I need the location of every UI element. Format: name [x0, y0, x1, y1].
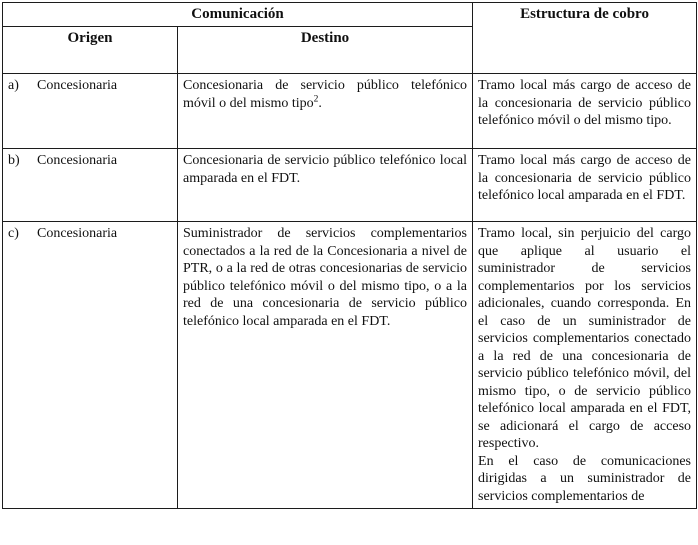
- estructura-paragraph-c1: Tramo local, sin perjuicio del cargo que aplique al usuario el suministrador de servicios complementarios por los servicios adicionales, cuando corresponda. En el caso de un suministrador de servicios complementarios conectado a la red de una concesionaria de servicio público telefónico móvil, del mismo tipo, o de servicio público telefónico local amparada en el FDT, se adicionará el cargo de acceso respectivo.: [478, 226, 692, 451]
- destino-cell-b: [178, 149, 473, 222]
- estructura-paragraph-b: Tramo local más cargo de acceso de la concesionaria de servicio público telefónico local amparada en el FDT.: [478, 153, 692, 203]
- destino-text-a: Concesionaria de servicio público telefónico móvil o del mismo tipo: [183, 78, 468, 111]
- origen-cell-b: [3, 149, 178, 222]
- destino-cell-c: [178, 222, 473, 509]
- estructura-paragraph-c2: En el caso de comunicaciones dirigidas a un suministrador de servicios complementarios de: [478, 453, 692, 504]
- table-body: [3, 74, 697, 509]
- estructura-cell-c: [473, 222, 697, 509]
- row-letter-c: c): [8, 226, 19, 241]
- origen-text-a: Concesionaria: [37, 78, 118, 93]
- destino-text-a-end: .: [318, 95, 322, 111]
- estructura-cell-a: [473, 74, 697, 149]
- row-letter-b: b): [8, 153, 20, 168]
- destino-paragraph-a: [183, 77, 467, 112]
- origen-text-c: Concesionaria: [37, 226, 118, 241]
- estructura-cell-b: [473, 149, 697, 222]
- header-comunicacion: Comunicación: [3, 3, 473, 27]
- table-row-c: [3, 222, 697, 509]
- origen-text-b: Concesionaria: [37, 153, 118, 168]
- header-destino: Destino: [178, 27, 473, 74]
- origen-cell-a: [3, 74, 178, 149]
- header-row-top: [3, 3, 697, 27]
- estructura-paragraph-a: Tramo local más cargo de acceso de la concesionaria de servicio público telefónico móvil o del mismo tipo.: [478, 78, 692, 128]
- tariff-table: [2, 2, 697, 509]
- table-header: [3, 3, 697, 74]
- footnote-ref-2: 2: [313, 93, 319, 104]
- origen-cell-c: [3, 222, 178, 509]
- row-letter-a: a): [8, 78, 19, 93]
- table-row-a: [3, 74, 697, 149]
- header-origen: Origen: [3, 27, 178, 74]
- destino-cell-a: [178, 74, 473, 149]
- table-row-b: [3, 149, 697, 222]
- destino-paragraph-c: Suministrador de servicios complementarios conectados a la red de la Concesionaria a nivel de PTR, o a la red de otras concesionarias de servicio público telefónico móvil o del mismo tipo, o a la red de una concesionaria de servicio público telefónico local amparada en el FDT.: [183, 226, 468, 329]
- destino-paragraph-b: Concesionaria de servicio público telefónico local amparada en el FDT.: [183, 153, 468, 186]
- header-estructura-de-cobro: Estructura de cobro: [473, 3, 697, 74]
